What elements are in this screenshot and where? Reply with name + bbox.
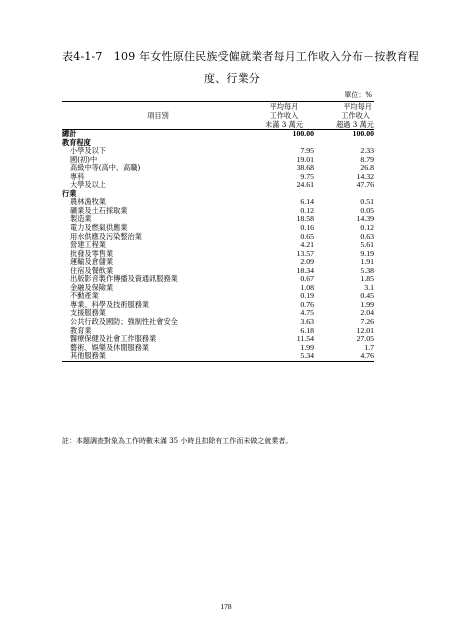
row-label: 大學及以上 — [70, 180, 106, 190]
row-value-under-30k: 6.14 — [300, 197, 314, 207]
table-row — [62, 164, 374, 173]
row-value-over-30k: 2.33 — [360, 146, 374, 156]
row-label: 批發及零售業 — [70, 248, 114, 258]
row-value-over-30k: 1.91 — [360, 257, 374, 267]
row-label: 公共行政及國防；強制性社會安全 — [70, 317, 178, 327]
row-label: 總計 — [62, 129, 77, 138]
header-col-under-30k — [254, 102, 314, 130]
row-value-over-30k: 0.45 — [360, 291, 374, 301]
row-value-under-30k: 0.12 — [300, 205, 314, 215]
table-row — [62, 190, 374, 199]
income-distribution-table — [62, 101, 374, 362]
row-label: 農林漁牧業 — [70, 197, 106, 207]
header-col-over-30k — [314, 102, 374, 130]
unit-label: 單位：% — [344, 91, 372, 99]
row-value-under-30k: 0.16 — [300, 223, 314, 233]
row-value-under-30k: 4.21 — [300, 240, 314, 250]
table-note: 註：本題調查對象為工作時數未滿 35 小時且扣除有工作而未做之就業者。 — [62, 437, 293, 445]
table-row — [62, 318, 374, 327]
header-col1-line: 平均每月 — [269, 102, 299, 111]
row-value-over-30k: 1.85 — [360, 274, 374, 284]
row-value-over-30k: 2.04 — [360, 308, 374, 318]
table-row — [62, 352, 374, 361]
header-item: 項目別 — [62, 102, 254, 130]
row-value-over-30k: 7.26 — [360, 317, 374, 327]
row-value-under-30k: 100.00 — [292, 129, 314, 138]
row-value-over-30k: 14.32 — [356, 171, 374, 181]
row-label: 礦業及土石採取業 — [70, 205, 128, 215]
row-label: 教育業 — [70, 325, 92, 335]
row-label: 住宿及餐飲業 — [70, 265, 114, 275]
row-value-over-30k: 9.19 — [360, 248, 374, 258]
table-header-row — [62, 102, 374, 130]
row-value-over-30k: 5.61 — [360, 240, 374, 250]
page-number: 178 — [220, 602, 232, 611]
table-row — [62, 344, 374, 353]
table-row — [62, 301, 374, 310]
row-value-under-30k: 13.57 — [296, 248, 314, 258]
row-label: 教育程度 — [62, 137, 91, 147]
row-value-over-30k: 3.1 — [364, 282, 374, 292]
row-label: 金融及保險業 — [70, 282, 114, 292]
row-value-over-30k: 1.7 — [364, 342, 374, 352]
row-label: 營建工程業 — [70, 240, 106, 250]
row-value-under-30k: 24.61 — [296, 180, 314, 190]
row-label: 電力及燃氣供應業 — [70, 223, 128, 233]
row-value-under-30k: 0.67 — [300, 274, 314, 284]
header-col2-line: 超過 3 萬元 — [336, 120, 374, 129]
row-value-over-30k: 100.00 — [352, 129, 374, 138]
table-title-line-1: 表4-1-7 109 年女性原住民族受僱就業者每月工作收入分布－按教育程 — [62, 50, 420, 63]
row-value-over-30k: 1.99 — [360, 299, 374, 309]
row-label: 國(初)中 — [70, 154, 98, 164]
table-title — [62, 46, 420, 90]
row-label: 製造業 — [70, 214, 92, 224]
row-label: 其他服務業 — [62, 352, 254, 361]
row-value-under-30k: 4.75 — [300, 308, 314, 318]
table-row — [62, 139, 374, 148]
row-label: 高級中等(高中、高職) — [70, 163, 141, 173]
row-value-under-30k: 0.65 — [300, 231, 314, 241]
row-value-over-30k: 47.76 — [356, 180, 374, 190]
row-value-over-30k: 0.63 — [360, 231, 374, 241]
row-label: 醫療保健及社會工作服務業 — [70, 334, 157, 344]
row-label: 運輸及倉儲業 — [70, 257, 114, 267]
row-value-under-30k: 11.54 — [296, 334, 314, 344]
row-value-over-30k: 5.38 — [360, 265, 374, 275]
row-value-over-30k: 26.8 — [360, 163, 374, 173]
table-row — [62, 207, 374, 216]
row-value-over-30k: 0.51 — [360, 197, 374, 207]
header-col1-line: 未滿 3 萬元 — [265, 120, 303, 129]
table-row — [62, 130, 374, 139]
row-value-over-30k: 0.12 — [360, 223, 374, 233]
table-title-line-2: 度、行業分 — [204, 72, 260, 85]
table-row — [62, 181, 374, 190]
header-col2-line: 工作收入 — [341, 111, 370, 120]
row-label: 專業、科學及技術服務業 — [70, 299, 150, 309]
table-body — [62, 130, 374, 362]
header-col1-line: 工作收入 — [269, 111, 299, 120]
row-label: 小學及以下 — [70, 146, 106, 156]
row-value-under-30k: 18.34 — [296, 265, 314, 275]
row-value-under-30k: 0.76 — [300, 299, 314, 309]
row-value-under-30k: 19.01 — [296, 154, 314, 164]
table-row — [62, 233, 374, 242]
row-label: 藝術、娛樂及休閒服務業 — [70, 342, 150, 352]
row-value-under-30k: 6.18 — [300, 325, 314, 335]
table-row — [62, 173, 374, 182]
row-value-under-30k: 1.08 — [300, 282, 314, 292]
row-value-under-30k: 38.68 — [296, 163, 314, 173]
row-value-over-30k: 12.01 — [356, 325, 374, 335]
row-value-under-30k: 9.75 — [300, 171, 314, 181]
row-value-under-30k: 3.63 — [300, 317, 314, 327]
row-label: 出版影音製作傳播及資通訊服務業 — [70, 274, 178, 284]
row-value-under-30k: 5.34 — [254, 352, 314, 361]
table-row — [62, 147, 374, 156]
row-label: 用水供應及污染整治業 — [70, 231, 142, 241]
row-value-under-30k: 1.99 — [300, 342, 314, 352]
row-value-over-30k: 27.05 — [356, 334, 374, 344]
row-label: 不動產業 — [70, 291, 99, 301]
row-value-over-30k: 8.79 — [360, 154, 374, 164]
header-col2-line: 平均每月 — [343, 102, 372, 111]
row-label: 支援服務業 — [70, 308, 106, 318]
row-value-over-30k: 0.05 — [360, 205, 374, 215]
row-label: 行業 — [62, 188, 77, 198]
table-row — [62, 284, 374, 293]
row-value-over-30k: 14.39 — [356, 214, 374, 224]
row-value-under-30k: 0.19 — [300, 291, 314, 301]
row-value-under-30k: 7.95 — [300, 146, 314, 156]
row-value-over-30k: 4.76 — [314, 352, 374, 361]
row-value-under-30k: 2.09 — [300, 257, 314, 267]
row-label: 專科 — [70, 171, 85, 181]
row-value-under-30k: 18.58 — [296, 214, 314, 224]
